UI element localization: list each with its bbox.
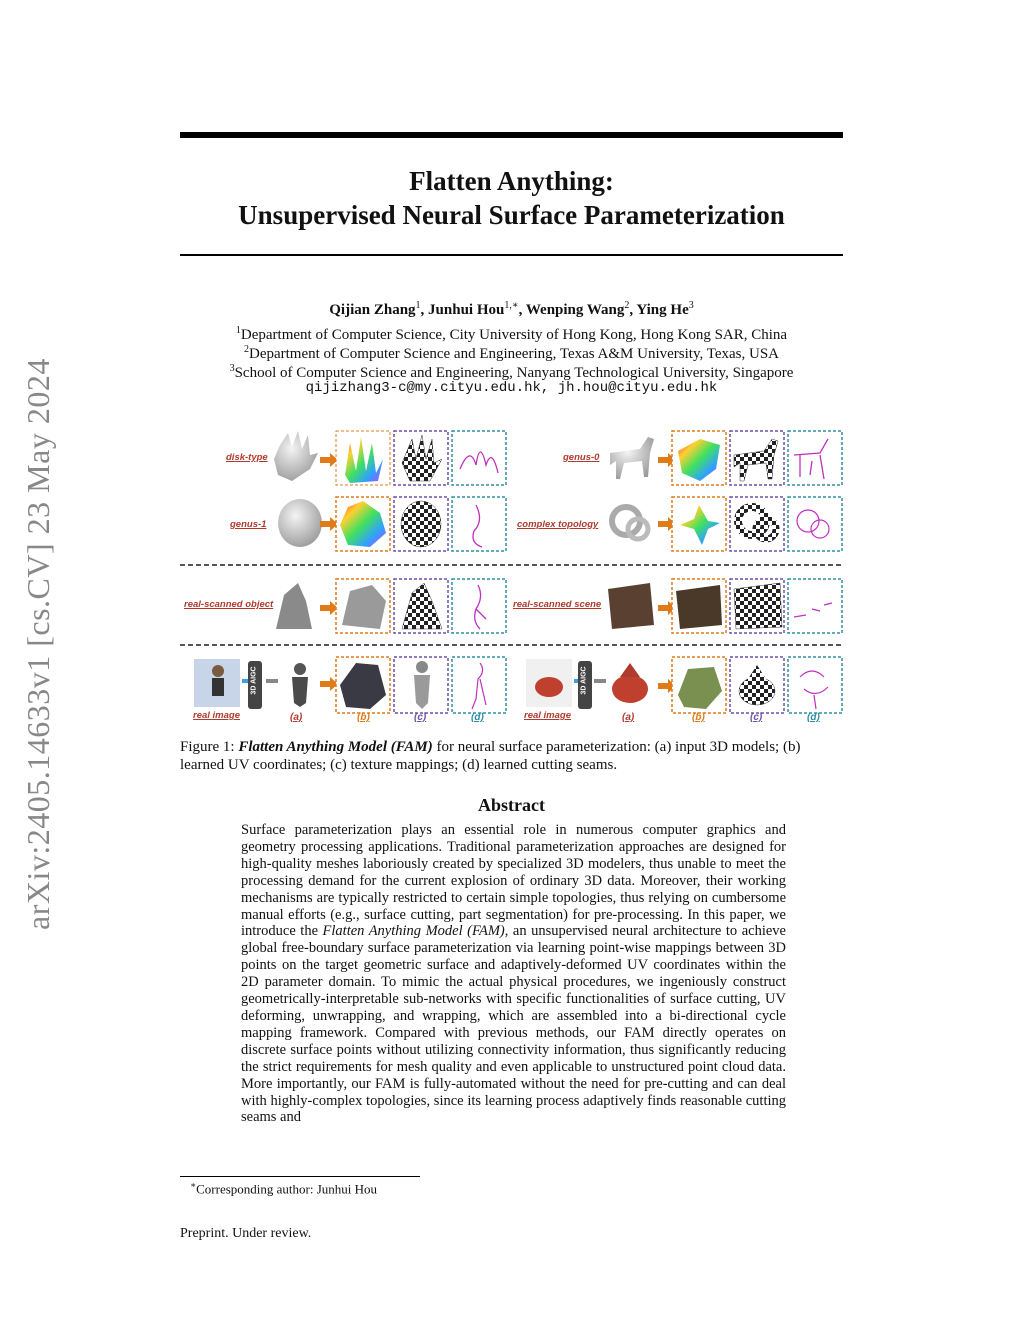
label-real-scanned-object: real-scanned object (184, 599, 274, 610)
author-list: Qijian Zhang$^1$, Junhui Hou$^{1,∗}$, Wenping Wang$^2$, Ying He$^3$ (329, 300, 694, 318)
author-emails: qijizhang3-c@my.cityu.edu.hk, jh.hou@cityu.edu.hk (305, 380, 718, 396)
paper-title-line-2: Unsupervised Neural Surface Parameterization (238, 200, 785, 230)
affiliation-2: $^2$Department of Computer Science and Engineering, Texas A&M University, Texas, USA (243, 344, 779, 362)
figure-1 (180, 425, 844, 725)
footnote-rule (180, 1176, 420, 1177)
affiliation-3: $^3$School of Computer Science and Engineering, Nanyang Technological University, Singapore (229, 363, 794, 381)
sublabel-d-left: (d) (471, 712, 484, 723)
person-model-icon (294, 663, 306, 675)
arrow-icon (320, 453, 338, 467)
row-disk-type (274, 431, 506, 485)
seam-tile (452, 657, 506, 713)
sublabel-b-right: (b) (692, 712, 705, 723)
title-top-rule (180, 132, 843, 138)
label-real-image-left: real image (193, 710, 240, 721)
seam-tile (788, 497, 842, 551)
sublabel-b-left: (b) (357, 712, 370, 723)
paper-title-line-1: Flatten Anything: (409, 166, 614, 196)
texture-scene (734, 583, 782, 629)
label-real-image-right: real image (524, 710, 571, 721)
affiliation-1: $^1$Department of Computer Science, City University of Hong Kong, Hong Kong SAR, China (235, 325, 788, 343)
title-bottom-rule (180, 254, 843, 256)
row-complex-topology (612, 497, 842, 551)
author-2: Junhui Hou (428, 302, 505, 318)
row-real-image-right (526, 657, 842, 713)
seam-tile (788, 431, 842, 485)
teapot-model-icon (612, 675, 648, 703)
preprint-notice: Preprint. Under review. (180, 1226, 312, 1241)
cat-model-icon (278, 499, 322, 547)
sublabel-d-right: (d) (807, 712, 820, 723)
row-genus-0 (610, 431, 842, 485)
author-3: Wenping Wang (525, 302, 625, 318)
sublabel-c-left: (c) (414, 712, 427, 723)
arrow-icon (320, 517, 338, 531)
scene-model-icon (608, 583, 654, 629)
statue-model-icon (276, 583, 312, 629)
label-disk-type: disk-type (226, 452, 268, 463)
abstract-heading: Abstract (478, 795, 545, 815)
row-real-scanned-scene (608, 579, 842, 633)
row-real-image-left (194, 657, 506, 713)
label-genus-0: genus-0 (563, 452, 600, 463)
author-1: Qijian Zhang (329, 302, 416, 318)
aigc-label-right: 3D AIGC (580, 666, 588, 695)
label-real-scanned-scene: real-scanned scene (513, 599, 602, 610)
label-complex-topology: complex topology (517, 519, 599, 530)
aigc-label-left: 3D AIGC (250, 666, 258, 695)
label-genus-1: genus-1 (230, 519, 267, 530)
row-real-scanned-object (276, 579, 506, 633)
sublabel-a-left: (a) (290, 712, 303, 723)
row-genus-1 (278, 497, 506, 551)
figure-1-caption: Figure 1: Flatten Anything Model (FAM) for neural surface parameterization: (a) input 3D models; (b) learned UV coordinates; (c) texture mappings; (d) learned cutting seams. (180, 739, 801, 773)
seam-tile (452, 431, 506, 485)
texture-teapot (739, 677, 775, 705)
seam-tile (788, 579, 842, 633)
abstract-body: Surface parameterization plays an essential role in numerous computer graphics and geometry processing applications. Traditional parameterization approaches are designed for high-quality meshes laboriously created by specialized 3D modelers, thus unable to meet the processing demand for the current explosion of ordinary 3D data. Moreover, their working mechanisms are typically restricted to certain simple topologies, thus relying on cumbersome manual efforts (e.g., surface cutting, part segmentation) for pre-processing. In this paper, we introduce the Flatten Anything Model (FAM), an unsupervised neural architecture to achieve global free-boundary surface parameterization via learning point-wise mappings between 3D points on the target geometric surface and adaptively-deformed UV coordinates within the 2D parameter domain. To mimic the actual physical procedures, we ingeniously construct geometrically-interpretable sub-networks with specific functionalities of surface cutting, UV deforming, unwrapping, and wrapping, which are assembled into a bi-directional cycle mapping framework. Compared with previous methods, our FAM directly operates on discrete surface points without utilizing connectivity information, thus significantly reducing the strict requirements for mesh quality and even applicable to unstructured point cloud data. More importantly, our FAM is fully-automated without the need for pre-cutting and can deal with highly-complex topologies, since its learning process adaptively finds reasonable cutting seams and (241, 822, 786, 1126)
author-4: Ying He (636, 302, 689, 318)
texture-cat (401, 501, 441, 547)
arxiv-side-identifier: arXiv:2405.14633v1 [cs.CV] 23 May 2024 (20, 358, 56, 930)
sublabel-a-right: (a) (622, 712, 635, 723)
footnote: ∗Corresponding author: Junhui Hou (190, 1180, 378, 1197)
hand-model-icon (274, 431, 318, 481)
horse-model-icon (610, 437, 654, 479)
sublabel-c-right: (c) (750, 712, 763, 723)
figure-1-graphic (180, 425, 844, 725)
uv-scene (676, 585, 722, 629)
